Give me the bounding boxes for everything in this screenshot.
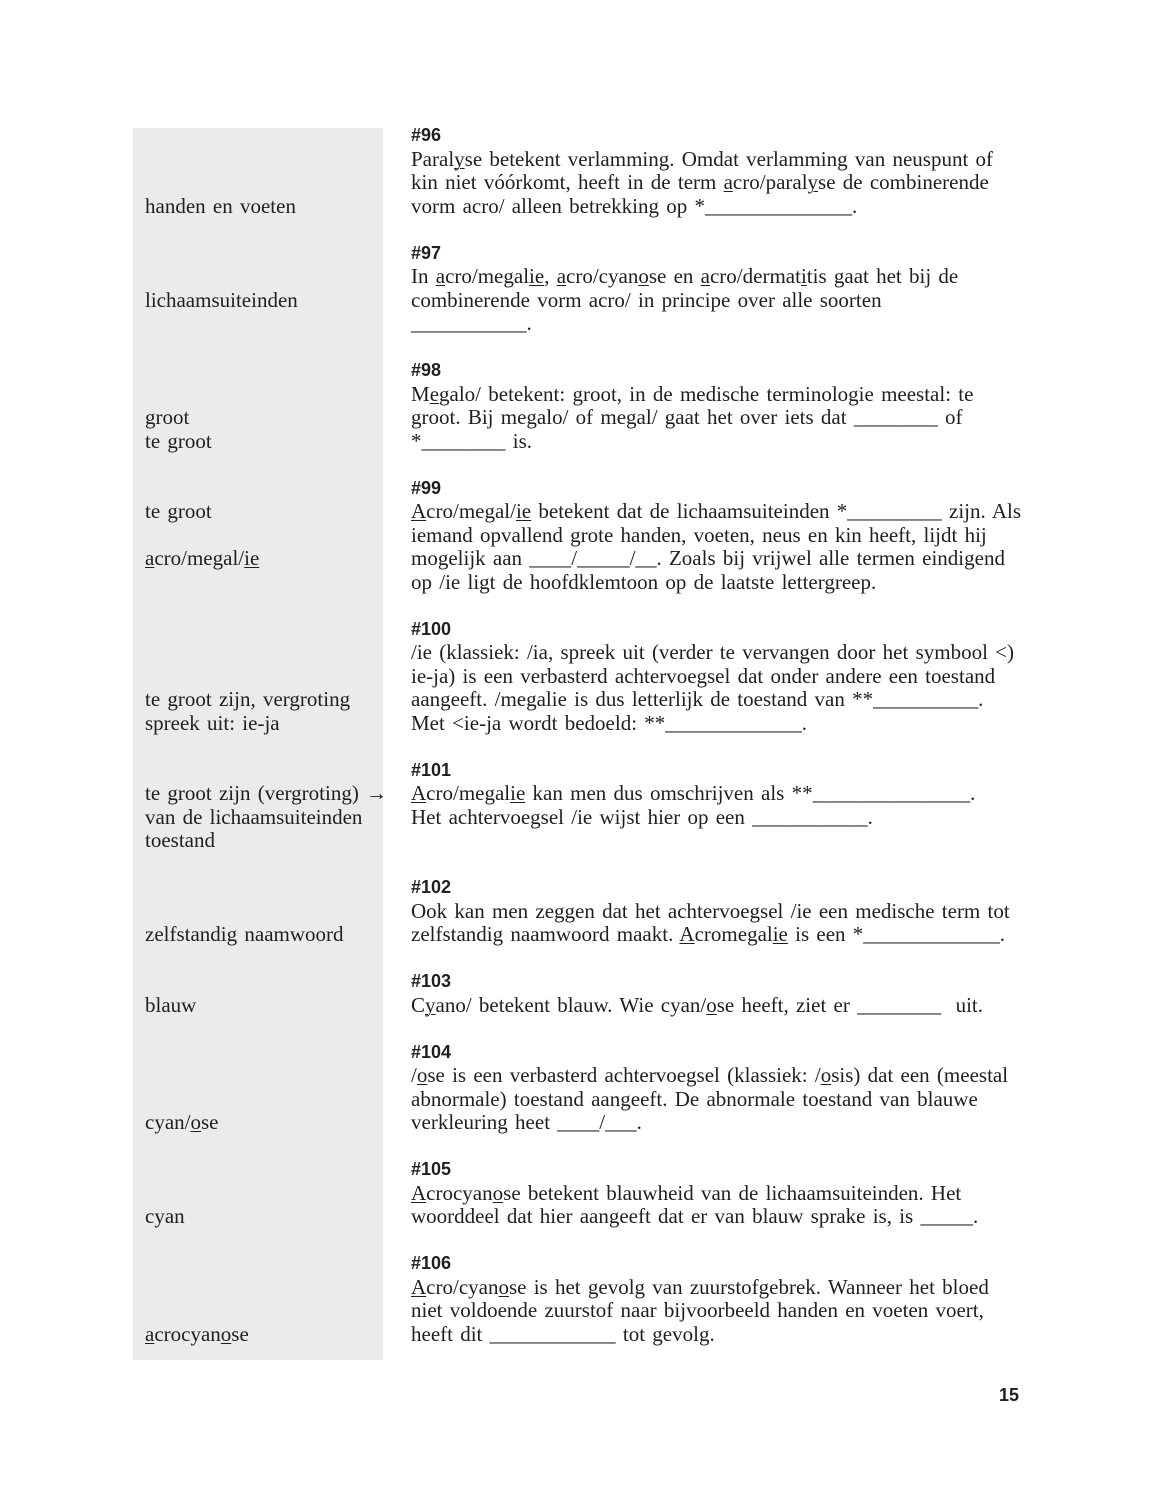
text-run: te groot — [145, 428, 212, 453]
question-line — [411, 1323, 1151, 1347]
stressed-letters: o — [820, 1063, 832, 1087]
frame-row — [0, 829, 1166, 853]
text-run: niet voldoende zuurstof naar bijvoorbeeld handen en voeten voert, — [411, 1298, 984, 1322]
frames-list — [0, 124, 1166, 1370]
frame-row — [0, 265, 1166, 289]
text-run: *________ is. — [411, 428, 533, 453]
answer-line — [145, 712, 411, 736]
question-line — [411, 524, 1151, 548]
text-run: cyan — [145, 1204, 185, 1228]
frame-row — [0, 1299, 1166, 1323]
text-run: C — [411, 992, 426, 1017]
frame-number: #102 — [411, 877, 452, 897]
text-run: zelfstandig naamwoord — [145, 922, 344, 946]
stressed-letters: a — [556, 264, 567, 288]
text-run: groot. Bij megalo/ of megal/ gaat het over iets dat ________ of — [411, 405, 963, 429]
frame-number: #101 — [411, 759, 452, 780]
text-run: kin niet vóórkomt, heeft in de term — [411, 170, 724, 194]
text-run: se betekent blauwheid van de lichaamsuiteinden. Het — [503, 1180, 962, 1205]
question-line — [411, 665, 1151, 689]
frame — [0, 242, 1166, 336]
answer-line — [145, 571, 411, 595]
text-run: crocyan — [154, 1321, 221, 1346]
stressed-letters: o — [220, 1321, 232, 1346]
text-run: verkleuring heet ____/___. — [411, 1110, 642, 1134]
frame-row — [0, 524, 1166, 548]
text-run: spreek uit: ie-ja — [145, 710, 280, 735]
frame-row — [0, 1276, 1166, 1300]
frame-row — [0, 289, 1166, 313]
text-run: In — [411, 264, 436, 288]
stressed-letters: o — [498, 1274, 509, 1299]
frame-number: #103 — [411, 971, 452, 991]
stressed-letters: A — [411, 499, 427, 523]
answer-line — [145, 1088, 411, 1112]
frame-number: #106 — [411, 1253, 452, 1273]
answer-line — [145, 1205, 411, 1229]
text-run: ie-ja) is een verbasterd achtervoegsel dat onder andere een toestand — [411, 663, 996, 688]
question-line — [411, 782, 1151, 806]
question-line — [411, 1088, 1151, 1112]
text-run: ___________. — [411, 311, 532, 335]
question-line — [411, 1276, 1151, 1300]
frame — [0, 876, 1166, 947]
question-line — [411, 500, 1151, 524]
stressed-letters: A — [411, 781, 427, 805]
text-run: cro/megal — [426, 781, 511, 805]
answer-line — [145, 806, 411, 830]
answer-line — [145, 923, 411, 947]
question-line — [411, 829, 1151, 853]
answer-line — [145, 900, 411, 924]
frame-row — [0, 312, 1166, 336]
answer-line — [145, 289, 411, 313]
question-line — [411, 547, 1151, 571]
frame — [0, 1158, 1166, 1229]
answer-line — [145, 1111, 411, 1135]
text-run: cro/cyan — [426, 1274, 499, 1299]
frame-row — [0, 806, 1166, 830]
frame — [0, 970, 1166, 1017]
text-run: woorddeel dat hier aangeeft dat er van blauw sprake is, is _____. — [411, 1204, 979, 1228]
stressed-letters: A — [411, 1274, 427, 1299]
question-line — [411, 1299, 1151, 1323]
question-line — [411, 923, 1151, 947]
frame-row — [0, 641, 1166, 665]
text-run: handen en voeten — [145, 193, 296, 218]
text-run: is een *_____________. — [787, 922, 1006, 946]
question-line — [411, 571, 1151, 595]
answer-line — [145, 171, 411, 195]
text-run: crocyan — [426, 1180, 493, 1205]
question-line — [411, 1064, 1151, 1088]
answer-line — [145, 994, 411, 1018]
frame-row — [0, 500, 1166, 524]
question-line — [411, 312, 1151, 336]
text-run: cyan/ — [145, 1110, 191, 1134]
stressed-letters: e — [429, 381, 440, 406]
question-line — [411, 1182, 1151, 1206]
question-line — [411, 195, 1151, 219]
answer-line — [145, 1276, 411, 1300]
question-line — [411, 383, 1151, 407]
answer-line — [145, 1323, 411, 1347]
question-line — [411, 641, 1151, 665]
frame-row — [0, 1111, 1166, 1135]
text-run: se is het gevolg van zuurstofgebrek. Wanneer het bloed — [508, 1274, 989, 1299]
frame-row — [0, 1205, 1166, 1229]
answer-line — [145, 430, 411, 454]
frame-row — [0, 665, 1166, 689]
text-run: ano/ betekent blauw. Wie cyan/ — [435, 992, 707, 1017]
frame-number: #100 — [411, 618, 452, 639]
frame-number: #105 — [411, 1159, 452, 1179]
frame-row — [0, 923, 1166, 947]
frame-row — [0, 171, 1166, 195]
answer-line — [145, 524, 411, 548]
text-run: tis gaat het bij de — [806, 264, 959, 288]
frame-row — [0, 1323, 1166, 1347]
frame-number: #104 — [411, 1041, 452, 1062]
stressed-letters: a — [435, 264, 446, 288]
text-run: / — [411, 1063, 417, 1087]
frame-row — [0, 148, 1166, 172]
stressed-letters: ie — [529, 264, 545, 288]
text-run: Paral — [411, 146, 455, 171]
text-run: se — [231, 1321, 249, 1346]
text-run: Ook kan men zeggen dat het achtervoegsel /ie een medische term tot — [411, 898, 1010, 923]
frame-row — [0, 406, 1166, 430]
text-run: cro/cyan — [566, 264, 639, 288]
text-run: cromegal — [694, 922, 773, 946]
frame — [0, 477, 1166, 595]
stressed-letters: ie — [515, 499, 532, 523]
frame-row — [0, 712, 1166, 736]
question-line — [411, 1111, 1151, 1135]
answer-line — [145, 406, 411, 430]
text-run: aangeeft. /megalie is dus letterlijk de toestand van **__________. — [411, 687, 984, 711]
text-run: cro/paral — [732, 170, 808, 194]
stressed-letters: o — [190, 1110, 201, 1134]
text-run: se en — [648, 264, 701, 288]
answer-line — [145, 312, 411, 336]
question-line — [411, 1205, 1151, 1229]
text-run: se de combinerende — [818, 170, 989, 194]
frame-number: #99 — [411, 477, 442, 498]
frame — [0, 124, 1166, 218]
stressed-letters: o — [638, 264, 649, 288]
stressed-letters: a — [700, 264, 710, 288]
frame-number: #98 — [411, 360, 442, 380]
text-run: lichaamsuiteinden — [145, 287, 298, 312]
frame-row — [0, 900, 1166, 924]
answer-line — [145, 829, 411, 853]
answer-line — [145, 1064, 411, 1088]
answer-line — [145, 265, 411, 289]
answer-line — [145, 195, 411, 219]
question-line — [411, 430, 1151, 454]
question-line — [411, 289, 1151, 313]
frame — [0, 1041, 1166, 1135]
answer-line — [145, 782, 411, 806]
stressed-letters: y — [807, 170, 819, 194]
frame-row — [0, 547, 1166, 571]
answer-line — [145, 1299, 411, 1323]
question-line — [411, 994, 1151, 1018]
stressed-letters: a — [723, 170, 733, 194]
question-line — [411, 806, 1151, 830]
frame — [0, 1252, 1166, 1346]
frame-row — [0, 688, 1166, 712]
question-line — [411, 148, 1151, 172]
text-run: se is een verbasterd achtervoegsel (klassiek: / — [427, 1063, 821, 1087]
stressed-letters: o — [416, 1063, 428, 1087]
text-run: , — [544, 264, 557, 288]
text-run: te groot zijn (vergroting) → — [145, 781, 388, 805]
text-run: se — [200, 1110, 219, 1134]
text-run: M — [411, 381, 430, 406]
text-run: toestand — [145, 828, 215, 852]
text-run: van de lichaamsuiteinden — [145, 804, 363, 829]
answer-line — [145, 688, 411, 712]
text-run: vorm acro/ alleen betrekking op *______________. — [411, 193, 858, 218]
answer-line — [145, 383, 411, 407]
frame-row — [0, 1182, 1166, 1206]
stressed-letters: A — [411, 1180, 427, 1205]
frame — [0, 759, 1166, 853]
text-run: cro/dermat — [709, 264, 801, 288]
text-run: iemand opvallend grote handen, voeten, neus en kin heeft, lijdt hij — [411, 522, 987, 547]
text-run: Met <ie-ja wordt bedoeld: **_____________. — [411, 710, 808, 735]
text-run: se betekent verlamming. Omdat verlamming van neuspunt of — [464, 146, 994, 171]
answer-line — [145, 665, 411, 689]
text-run: combinerende vorm acro/ in principe over alle soorten — [411, 287, 882, 312]
stressed-letters: o — [706, 992, 717, 1017]
frame-row — [0, 430, 1166, 454]
frame-row — [0, 994, 1166, 1018]
question-line — [411, 171, 1151, 195]
frame-number: #96 — [411, 125, 442, 145]
stressed-letters: A — [679, 922, 695, 946]
text-run: cro/megal/ — [154, 546, 245, 570]
text-run: zelfstandig naamwoord maakt. — [411, 922, 680, 946]
frame — [0, 359, 1166, 453]
text-run: groot — [145, 405, 190, 429]
stressed-letters: a — [145, 546, 155, 570]
stressed-letters: ie — [244, 546, 260, 570]
question-line — [411, 712, 1151, 736]
text-run: betekent dat de lichaamsuiteinden *_________ zijn. Als — [531, 499, 1022, 523]
frame-row — [0, 571, 1166, 595]
answer-line — [145, 500, 411, 524]
answer-line — [145, 1182, 411, 1206]
question-line — [411, 265, 1151, 289]
text-run: /ie (klassiek: /ia, spreek uit (verder te vervangen door het symbool <) — [411, 640, 1014, 664]
text-run: te groot — [145, 499, 212, 523]
frame-row — [0, 1088, 1166, 1112]
stressed-letters: i — [800, 264, 807, 288]
frame-row — [0, 195, 1166, 219]
text-run: abnormale) toestand aangeeft. De abnormale toestand van blauwe — [411, 1086, 978, 1111]
stressed-letters: a — [145, 1321, 155, 1346]
answer-line — [145, 547, 411, 571]
stressed-letters: y — [454, 146, 465, 171]
question-line — [411, 688, 1151, 712]
frame-number: #97 — [411, 242, 442, 263]
text-run: mogelijk aan ____/_____/__. Zoals bij vrijwel alle termen eindigend — [411, 546, 1005, 570]
text-run: cro/megal — [445, 264, 530, 288]
text-run: te groot zijn, vergroting — [145, 687, 351, 711]
text-run: kan men dus omschrijven als **_______________. — [525, 781, 976, 805]
text-run: op /ie ligt de hoofdklemtoon op de laatste lettergreep. — [411, 569, 877, 594]
text-run: sis) dat een (meestal — [831, 1063, 1009, 1087]
frame — [0, 618, 1166, 736]
answer-line — [145, 148, 411, 172]
answer-line — [145, 641, 411, 665]
stressed-letters: o — [492, 1180, 504, 1205]
text-run: heeft dit ____________ tot gevolg. — [411, 1321, 715, 1346]
text-run: Het achtervoegsel /ie wijst hier op een ___________. — [411, 804, 873, 829]
text-run: cro/megal/ — [426, 499, 516, 523]
stressed-letters: ie — [510, 781, 526, 805]
text-run: blauw — [145, 992, 197, 1017]
stressed-letters: y — [425, 992, 436, 1017]
frame-row — [0, 782, 1166, 806]
stressed-letters: ie — [772, 922, 788, 946]
frame-row — [0, 1064, 1166, 1088]
text-run: se heeft, ziet er ________ uit. — [716, 992, 984, 1017]
frame-row — [0, 383, 1166, 407]
question-line — [411, 406, 1151, 430]
text-run: galo/ betekent: groot, in de medische terminologie meestal: te — [439, 381, 974, 406]
question-line — [411, 900, 1151, 924]
page-number: 15 — [998, 1385, 1019, 1405]
